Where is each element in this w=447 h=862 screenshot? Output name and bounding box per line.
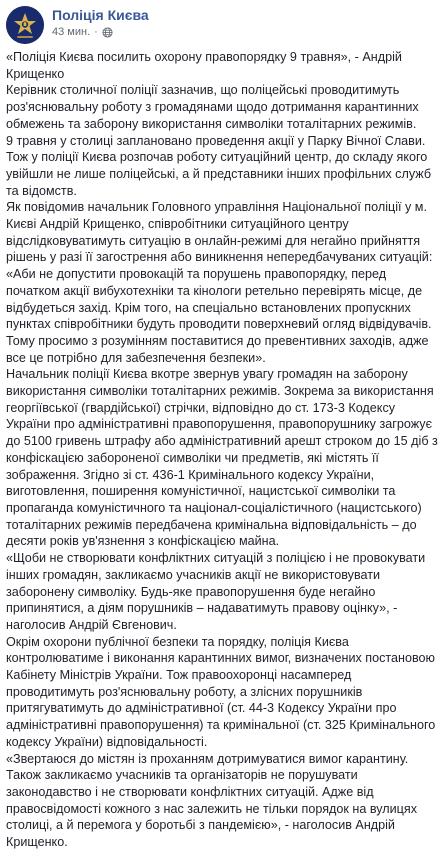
post-body [6,49,441,851]
post-timestamp[interactable]: 43 мин. [52,26,91,38]
globe-icon[interactable] [102,27,113,38]
post-paragraph: Як повідомив начальник Головного управління Національної поліції у м. Києві Андрій Крищенко, співробітники ситуаційного центру відслідковуватимуть ситуацію в онлайн-режимі для негайно прийняття рішень у разі її загострення або виникнення непередбачуваних ситуацій: [6,200,433,265]
page-name-link[interactable]: Поліція Києва [52,7,149,23]
post-subline [52,25,149,39]
post-paragraph-quote: «Звертаюся до містян із проханням дотримуватися вимог карантину. Також закликаємо учасників та організаторів не порушувати законодавство і не створювати конфліктних ситуацій. Адже від правосвідомості кожного з нас залежить не тільки порядок на вулицях столиці, а й перемога у боротьбі з пандемією», - наголосив Андрій Крищенко. [6,751,418,850]
police-badge-icon [6,6,44,44]
post-paragraph: Окрім охорони публічної безпеки та порядку, поліція Києва контролюватиме і виконання карантинних вимог, визначених постановою Кабінету Міністрів України. Тож правоохоронці насамперед проводитимуть роз'яснювальну роботу, а злісних порушників притягуватимуть до адміністративної (ст. 44-3 Кодексу України про адміністративні правопорушення) та кримінальної (ст. 325 Кримінального кодексу України) відповідальності. [6,634,436,749]
post-header [6,6,441,46]
page-avatar[interactable] [6,6,44,44]
post-paragraph: 9 травня у столиці заплановано проведення акції у Парку Вічної Слави. [6,133,426,148]
post-paragraph: Начальник поліції Києва вкотре звернув увагу громадян на заборону використання символіки тоталітарних режимів. Зокрема за використання георгіївської (гвардійської) стрічки, відповідно до ст. 173-3 Кодексу України про адміністративні правопорушення, правопорушнику загрожує до 5100 гривень штрафу або адміністративний арешт строком до 15 діб з конфіскацією забороненої символіки чи предметів, які містять її зображення. Згідно зі ст. 436-1 Кримінального кодексу України, виготовлення, поширення комуністичної, нацистської символіки та пропаганда комуністичного та націонал-соціалістичного (нацистського) тоталітарних режимів передбачена кримінальна відповідальність – до десяти років ув'язнення з конфіскацією майна. [6,367,438,549]
post-paragraph-quote: «Аби не допустити провокацій та порушень правопорядку, перед початком акції вибухотехніки та кінологи ретельно перевірять місце, де відбудеться захід. Крім того, на спеціально встановлених пропускних пунктах співробітники будуть проводити поверхневий огляд відвідувачів. Тому просимо з розумінням поставитися до превентивних заходів, адже все це потрібно для забезпечення безпеки». [6,267,432,365]
post-paragraph: Керівник столичної поліції зазначив, що поліцейські проводитимуть роз'яснювальну роботу з громадянами щодо дотримання карантинних обмежень та заборону використання символіки тоталітарних режимів. [6,83,419,131]
post-meta [52,6,149,39]
separator-dot: · [94,26,98,38]
post-paragraph: Тож у поліції Києва розпочав роботу ситуаційний центр, до складу якого увійшли не лише поліцейські, а й представники інших профільних служб та відомств. [6,150,432,198]
post-paragraph-title: «Поліція Києва посилить охорону правопорядку 9 травня», - Андрій Крищенко [6,50,402,81]
post-paragraph-quote: «Щоби не створювати конфліктних ситуацій з поліцією і не провокувати інших громадян, закликаємо учасників акції не використовувати заборонену символіку. Будь-яке правопорушення буде негайно припинятися, а діям порушників – надаватимуть правову оцінку», - наголосив Андрій Євгенович. [6,551,426,632]
